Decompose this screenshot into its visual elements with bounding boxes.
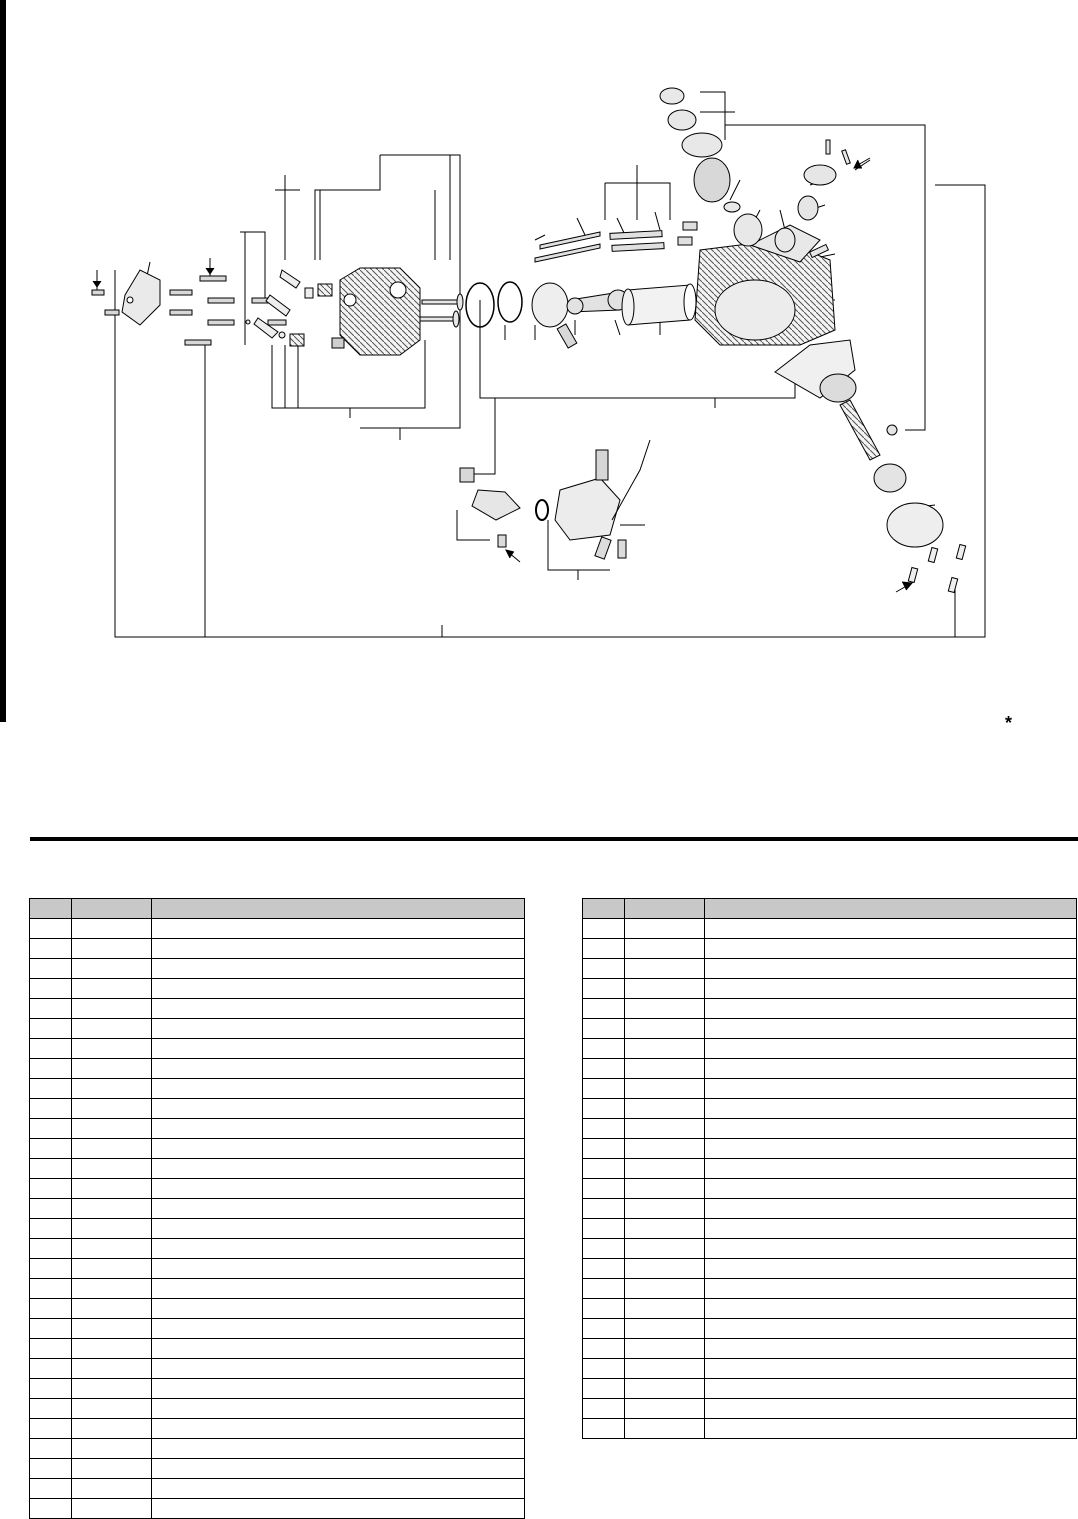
- cell-description: [705, 1179, 1077, 1199]
- cell-description: [152, 1379, 525, 1399]
- cell-no: [583, 1399, 625, 1419]
- cell-description: [152, 1159, 525, 1179]
- table-row: [583, 1259, 1077, 1279]
- table-row: [583, 1339, 1077, 1359]
- bracket-carb: [457, 510, 490, 540]
- cell-no: [583, 979, 625, 999]
- cell-no: [30, 1019, 72, 1039]
- cell-code: [72, 1479, 152, 1499]
- table-row: [583, 919, 1077, 939]
- cell-no: [583, 1079, 625, 1099]
- cell-code: [72, 1379, 152, 1399]
- table-row: [583, 1199, 1077, 1219]
- table-row: [583, 1219, 1077, 1239]
- cell-description: [705, 1339, 1077, 1359]
- cell-code: [72, 999, 152, 1019]
- cell-no: [583, 939, 625, 959]
- cell-description: [705, 1119, 1077, 1139]
- cell-code: [72, 1119, 152, 1139]
- cell-no: [583, 959, 625, 979]
- cell-code: [625, 1119, 705, 1139]
- cell-description: [152, 1099, 525, 1119]
- cell-code: [625, 1339, 705, 1359]
- back-plate: [887, 503, 966, 593]
- cell-code: [72, 1339, 152, 1359]
- table-row: [583, 1319, 1077, 1339]
- cell-description: [152, 1079, 525, 1099]
- cell-no: [30, 1159, 72, 1179]
- cell-no: [30, 959, 72, 979]
- cell-no: [30, 1199, 72, 1219]
- cell-no: [30, 1119, 72, 1139]
- cell-description: [705, 959, 1077, 979]
- cell-code: [625, 939, 705, 959]
- table-row: [583, 1139, 1077, 1159]
- table-row: [30, 1359, 525, 1379]
- table-row: [583, 979, 1077, 999]
- cell-code: [625, 979, 705, 999]
- rocker-cover: [122, 270, 160, 325]
- cell-code: [72, 1239, 152, 1259]
- section-divider: [30, 837, 1078, 841]
- cell-code: [625, 1319, 705, 1339]
- table-row: [30, 919, 525, 939]
- table-row: [30, 1159, 525, 1179]
- cell-description: [705, 1199, 1077, 1219]
- cell-code: [625, 1259, 705, 1279]
- cell-description: [152, 919, 525, 939]
- table-row: [30, 979, 525, 999]
- exploded-parts-diagram: [0, 0, 1078, 740]
- table-header-row: [30, 899, 525, 919]
- cell-description: [705, 1239, 1077, 1259]
- cell-no: [30, 1219, 72, 1239]
- cell-no: [30, 1059, 72, 1079]
- cell-code: [72, 1359, 152, 1379]
- cell-no: [30, 1319, 72, 1339]
- table-row: [30, 1179, 525, 1199]
- piston: [532, 283, 577, 348]
- table-row: [583, 1099, 1077, 1119]
- cell-no: [30, 1099, 72, 1119]
- column-header: [705, 899, 1077, 919]
- cell-description: [152, 1259, 525, 1279]
- table-row: [30, 1299, 525, 1319]
- cell-description: [152, 1459, 525, 1479]
- cell-no: [30, 939, 72, 959]
- cell-description: [705, 919, 1077, 939]
- cylinder-liner: [622, 284, 696, 325]
- table-row: [30, 1339, 525, 1359]
- cell-code: [72, 1299, 152, 1319]
- cell-no: [583, 1039, 625, 1059]
- cell-code: [625, 1179, 705, 1199]
- cell-description: [705, 1079, 1077, 1099]
- cell-description: [705, 1399, 1077, 1419]
- cell-code: [72, 1399, 152, 1419]
- cell-description: [152, 1439, 525, 1459]
- table-row: [583, 1179, 1077, 1199]
- cell-code: [625, 1379, 705, 1399]
- cell-description: [152, 1019, 525, 1039]
- cell-description: [152, 1119, 525, 1139]
- cell-code: [72, 919, 152, 939]
- cell-code: [72, 939, 152, 959]
- cell-no: [583, 999, 625, 1019]
- table-row: [583, 959, 1077, 979]
- column-header: [30, 899, 72, 919]
- table-row: [30, 1319, 525, 1339]
- table-row: [30, 1199, 525, 1219]
- valve-train: [246, 270, 332, 346]
- cell-description: [152, 1239, 525, 1259]
- table-row: [30, 1139, 525, 1159]
- cell-code: [625, 1219, 705, 1239]
- cell-description: [705, 1139, 1077, 1159]
- cell-code: [625, 959, 705, 979]
- parts-table-right: [582, 898, 1077, 1439]
- cell-no: [30, 1419, 72, 1439]
- table-row: [30, 959, 525, 979]
- cell-code: [625, 1359, 705, 1379]
- cell-description: [705, 1019, 1077, 1039]
- cell-description: [152, 1139, 525, 1159]
- cell-description: [705, 939, 1077, 959]
- crankshaft: [840, 400, 906, 492]
- cylinder-head: [332, 268, 420, 355]
- cell-description: [152, 1479, 525, 1499]
- table-row: [30, 1459, 525, 1479]
- cell-no: [583, 1199, 625, 1219]
- cell-no: [583, 919, 625, 939]
- bolts: [92, 276, 286, 345]
- cell-code: [625, 999, 705, 1019]
- table-row: [30, 1039, 525, 1059]
- cell-description: [152, 1219, 525, 1239]
- table-row: [30, 1399, 525, 1419]
- cell-code: [72, 1459, 152, 1479]
- cell-description: [705, 1099, 1077, 1119]
- table-row: [583, 939, 1077, 959]
- table-row: [583, 1039, 1077, 1059]
- table-row: [30, 1419, 525, 1439]
- table-row: [30, 1019, 525, 1039]
- table-row: [30, 1259, 525, 1279]
- cell-no: [30, 1479, 72, 1499]
- connecting-rod: [567, 290, 628, 314]
- cell-description: [152, 1039, 525, 1059]
- cell-description: [152, 1339, 525, 1359]
- cell-code: [72, 1099, 152, 1119]
- table-row: [30, 1079, 525, 1099]
- valves: [420, 294, 463, 327]
- cell-code: [625, 1299, 705, 1319]
- table-row: [583, 1299, 1077, 1319]
- cell-description: [152, 979, 525, 999]
- cell-description: [152, 1419, 525, 1439]
- cell-code: [625, 1199, 705, 1219]
- table-row: [583, 999, 1077, 1019]
- cell-code: [72, 1059, 152, 1079]
- cell-no: [583, 1139, 625, 1159]
- cell-no: [583, 1419, 625, 1439]
- cell-code: [625, 1159, 705, 1179]
- cell-code: [72, 1179, 152, 1199]
- cell-code: [72, 1199, 152, 1219]
- cell-description: [705, 1319, 1077, 1339]
- cell-description: [152, 1299, 525, 1319]
- table-row: [30, 1119, 525, 1139]
- table-row: [30, 1099, 525, 1119]
- cell-no: [583, 1359, 625, 1379]
- cell-no: [583, 1239, 625, 1259]
- cell-description: [152, 1179, 525, 1199]
- table-row: [583, 1419, 1077, 1439]
- footnote-marker: *: [1005, 713, 1013, 733]
- cell-no: [30, 1399, 72, 1419]
- cell-no: [30, 919, 72, 939]
- cell-description: [152, 1399, 525, 1419]
- cell-description: [705, 1259, 1077, 1279]
- table-row: [583, 1019, 1077, 1039]
- cell-code: [72, 1019, 152, 1039]
- cell-no: [30, 1139, 72, 1159]
- table-row: [30, 1059, 525, 1079]
- cell-no: [30, 1239, 72, 1259]
- cell-description: [705, 999, 1077, 1019]
- table-row: [583, 1119, 1077, 1139]
- table-row: [30, 1479, 525, 1499]
- table-row: [583, 1379, 1077, 1399]
- cell-no: [583, 1279, 625, 1299]
- cell-no: [30, 1179, 72, 1199]
- cell-no: [30, 1299, 72, 1319]
- cell-no: [583, 1299, 625, 1319]
- cell-no: [30, 999, 72, 1019]
- cell-description: [152, 1319, 525, 1339]
- cell-code: [625, 1099, 705, 1119]
- cell-no: [583, 1019, 625, 1039]
- carburetor: [460, 440, 650, 559]
- cell-no: [583, 1059, 625, 1079]
- cell-code: [625, 1279, 705, 1299]
- cell-code: [72, 1079, 152, 1099]
- cell-description: [152, 999, 525, 1019]
- cell-no: [30, 979, 72, 999]
- cell-no: [30, 1339, 72, 1359]
- pushrods: [535, 222, 697, 262]
- cell-description: [152, 1059, 525, 1079]
- cell-description: [705, 1039, 1077, 1059]
- table-row: [30, 1439, 525, 1459]
- cell-code: [72, 1159, 152, 1179]
- rear-cover: [775, 340, 856, 402]
- cell-description: [705, 1299, 1077, 1319]
- cell-code: [625, 1019, 705, 1039]
- cell-description: [152, 939, 525, 959]
- cell-no: [583, 1179, 625, 1199]
- cell-code: [625, 1239, 705, 1259]
- table-row: [30, 1219, 525, 1239]
- cell-no: [30, 1279, 72, 1299]
- cell-description: [152, 1279, 525, 1299]
- cell-code: [72, 1419, 152, 1439]
- table-row: [583, 1059, 1077, 1079]
- crankcase: [695, 225, 835, 345]
- cell-no: [30, 1039, 72, 1059]
- cell-no: [583, 1099, 625, 1119]
- cell-code: [72, 959, 152, 979]
- table-row: [583, 1359, 1077, 1379]
- table-row: [583, 1399, 1077, 1419]
- cell-code: [625, 1059, 705, 1079]
- cell-code: [625, 1399, 705, 1419]
- cell-description: [152, 959, 525, 979]
- bracket-pushrods: [605, 165, 670, 220]
- parts-table-left: [29, 898, 525, 1519]
- cell-code: [625, 1079, 705, 1099]
- table-row: [583, 1279, 1077, 1299]
- cell-description: [705, 1279, 1077, 1299]
- cell-code: [72, 1219, 152, 1239]
- table-header-row: [583, 899, 1077, 919]
- table-row: [583, 1079, 1077, 1099]
- table-row: [30, 1239, 525, 1259]
- cell-code: [625, 919, 705, 939]
- cell-code: [72, 1279, 152, 1299]
- cell-no: [30, 1379, 72, 1399]
- cell-no: [583, 1319, 625, 1339]
- table-row: [30, 1379, 525, 1399]
- table-row: [30, 939, 525, 959]
- cell-description: [705, 1419, 1077, 1439]
- table-row: [30, 999, 525, 1019]
- cell-code: [72, 1039, 152, 1059]
- cell-description: [705, 1219, 1077, 1239]
- cell-no: [583, 1259, 625, 1279]
- cell-code: [625, 1419, 705, 1439]
- cell-no: [30, 1459, 72, 1479]
- cell-description: [705, 1379, 1077, 1399]
- cell-description: [705, 1159, 1077, 1179]
- cell-description: [152, 1359, 525, 1379]
- cell-no: [583, 1159, 625, 1179]
- cell-code: [625, 1139, 705, 1159]
- column-header: [72, 899, 152, 919]
- column-header: [625, 899, 705, 919]
- cell-no: [30, 1079, 72, 1099]
- prop-hardware: [660, 88, 795, 252]
- cell-no: [583, 1339, 625, 1359]
- cell-description: [705, 979, 1077, 999]
- table-row: [583, 1239, 1077, 1259]
- cell-code: [72, 1319, 152, 1339]
- cell-description: [152, 1199, 525, 1219]
- table-row: [583, 1159, 1077, 1179]
- cell-no: [583, 1119, 625, 1139]
- cell-code: [72, 979, 152, 999]
- table-row: [30, 1279, 525, 1299]
- cell-code: [625, 1039, 705, 1059]
- column-header: [152, 899, 525, 919]
- cell-code: [72, 1439, 152, 1459]
- cell-description: [705, 1059, 1077, 1079]
- rings: [466, 282, 522, 327]
- cell-code: [72, 1259, 152, 1279]
- cell-code: [72, 1139, 152, 1159]
- cell-no: [30, 1259, 72, 1279]
- cell-description: [705, 1359, 1077, 1379]
- cell-no: [583, 1379, 625, 1399]
- cell-no: [30, 1359, 72, 1379]
- cell-no: [583, 1219, 625, 1239]
- cell-no: [30, 1439, 72, 1459]
- column-header: [583, 899, 625, 919]
